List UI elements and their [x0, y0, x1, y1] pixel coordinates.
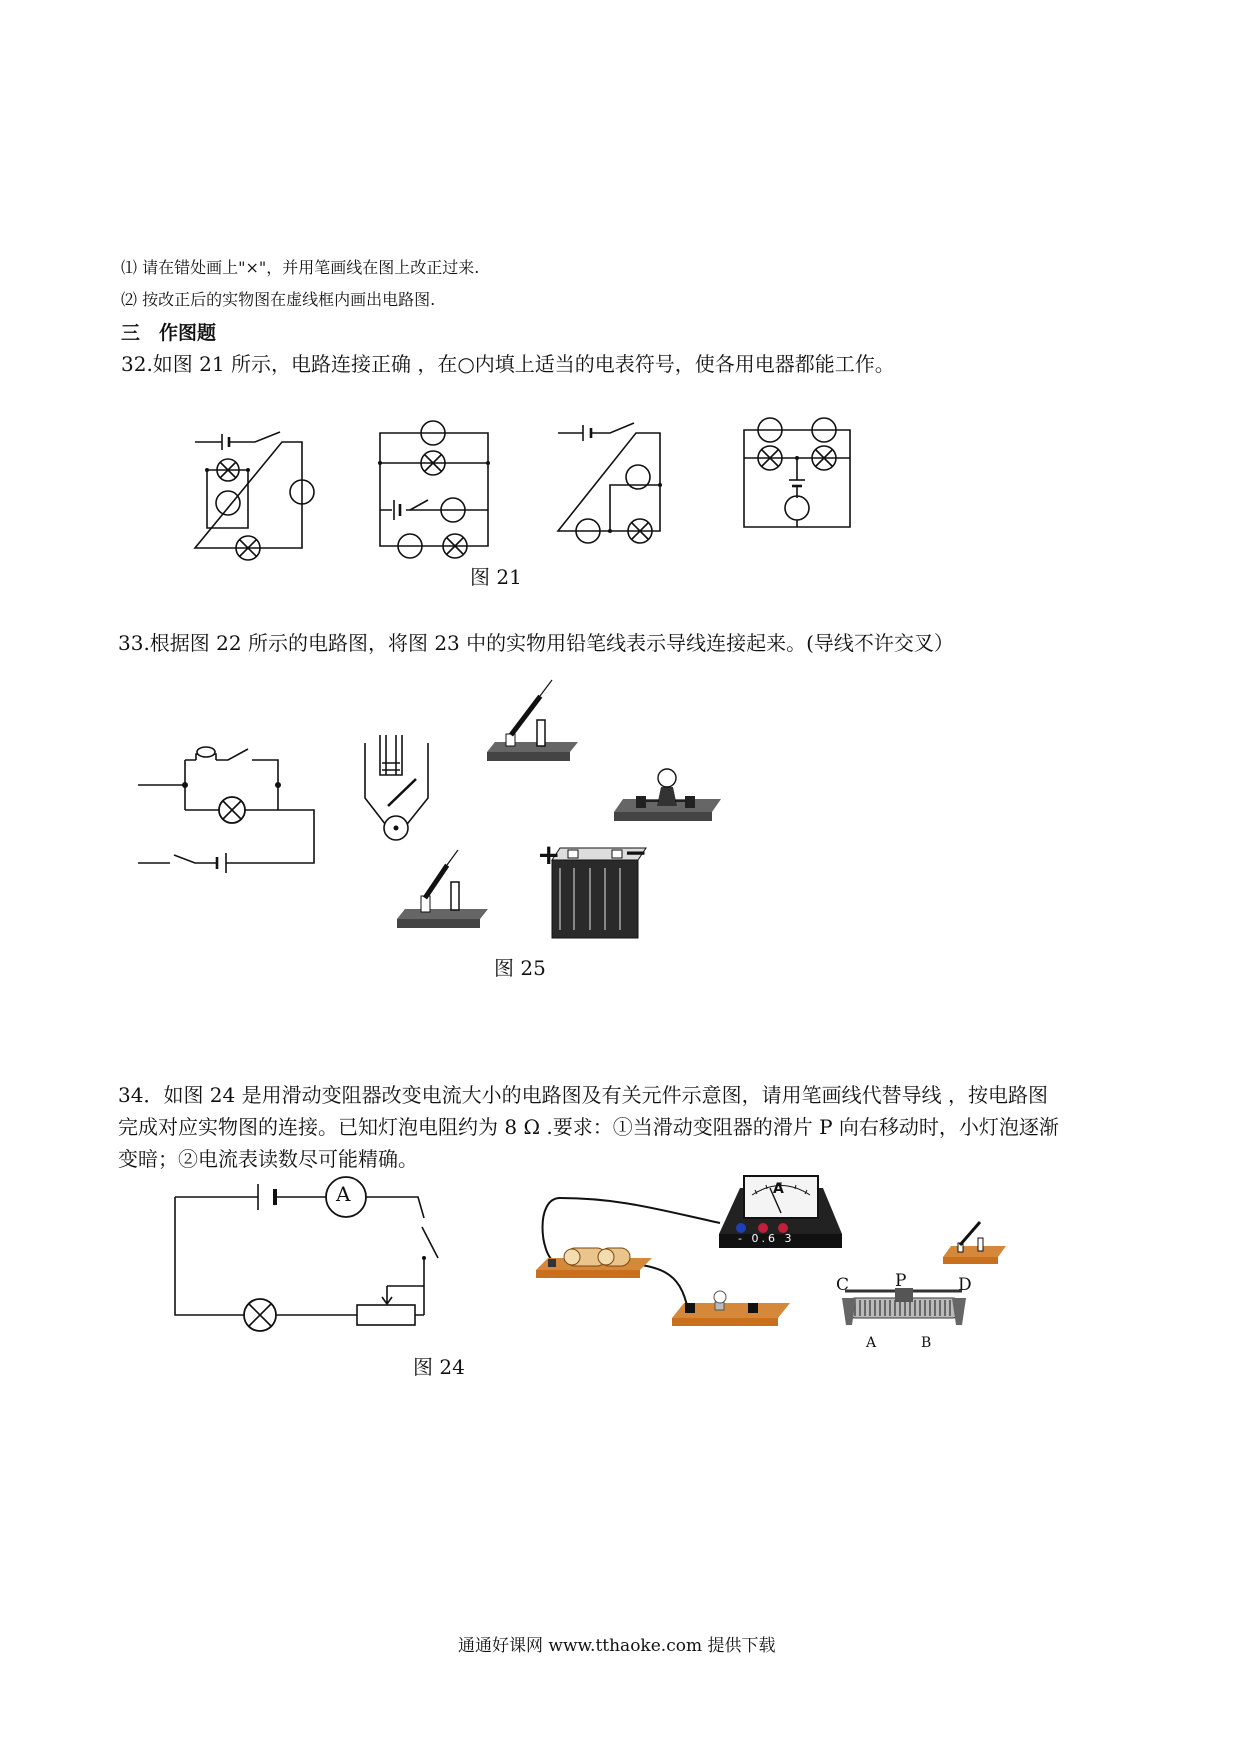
rheostat-label-a: A — [866, 1335, 877, 1351]
rheostat-label-p: P — [895, 1271, 907, 1291]
question-33-text: 33.根据图 22 所示的电路图，将图 23 中的实物用铅笔线表示导线连接起来。(导线不许交叉） — [118, 631, 954, 655]
rheostat-label-c: C — [836, 1275, 850, 1295]
question-34-line-1: 34．如图 24 是用滑动变阻器改变电流大小的电路图及有关元件示意图，请用笔画线代替导线 ，按电路图 — [118, 1083, 1048, 1107]
battery-plus-sign: + — [537, 838, 561, 871]
figure-25-caption: 图 25 — [494, 956, 546, 980]
meter-face-label: A — [773, 1181, 784, 1197]
sliding-rheostat-icon — [842, 1288, 966, 1325]
rheostat-label-b: B — [921, 1335, 932, 1351]
section-heading: 三 作图题 — [121, 322, 217, 344]
rheostat-label-d: D — [958, 1275, 972, 1295]
small-switch-icon — [943, 1222, 1006, 1264]
instruction-item-2: ⑵ 按改正后的实物图在虚线框内画出电路图. — [121, 290, 436, 309]
question-32-text: 32.如图 21 所示，电路连接正确 ，在○内填上适当的电表符号，使各用电器都能工作。 — [121, 352, 895, 376]
battery-minus-sign: − — [624, 836, 648, 869]
bulb-board-icon — [672, 1291, 790, 1326]
figure-24-caption: 图 24 — [413, 1355, 465, 1379]
question-34-line-2: 完成对应实物图的连接。已知灯泡电阻约为 8 Ω .要求：①当滑动变阻器的滑片 P 向右移动时，小灯泡逐渐 — [118, 1115, 1059, 1139]
meter-terminal-labels: - 0.6 3 — [738, 1232, 795, 1245]
page-footer: 通通好课网 www.tthaoke.com 提供下载 — [458, 1636, 776, 1656]
instruction-item-1: ⑴ 请在错处画上"×"，并用笔画线在图上改正过来. — [121, 258, 480, 277]
battery-holder-icon — [536, 1248, 652, 1278]
figure-21-caption: 图 21 — [470, 565, 522, 589]
ammeter-symbol: A — [336, 1182, 351, 1206]
question-34-line-3: 变暗；②电流表读数尽可能精确。 — [118, 1147, 418, 1171]
